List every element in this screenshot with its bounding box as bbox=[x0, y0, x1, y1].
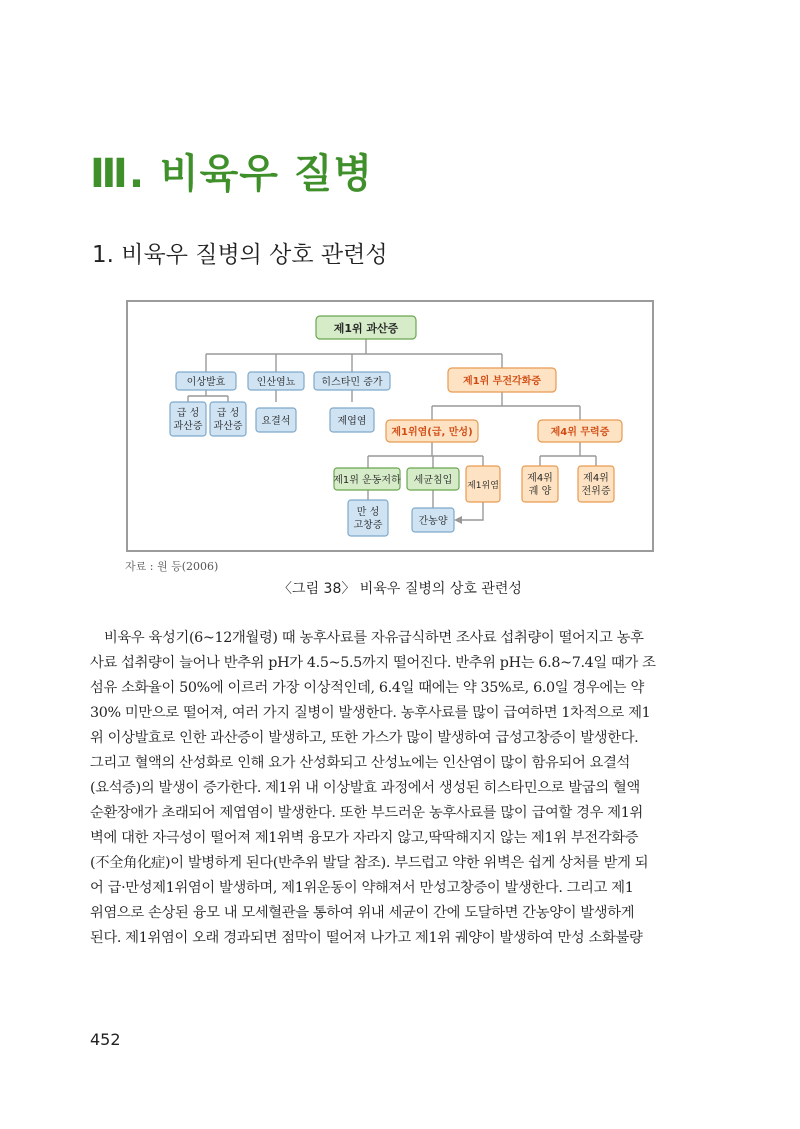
node-rumen-acidosis bbox=[316, 316, 416, 339]
figure-source: 자료 : 원 등(2006) bbox=[125, 560, 219, 573]
svg-text:전위증: 전위증 bbox=[581, 486, 611, 497]
node-rumen-hypomotility bbox=[333, 468, 401, 490]
body-paragraph bbox=[90, 626, 700, 951]
figure-caption: 〈그림 38〉 비육우 질병의 상호 관련성 bbox=[278, 581, 522, 597]
body-line: 30% 미만으로 떨어져, 여러 가지 질병이 발생한다. 농후사료를 많이 급여하면 1차적으로 제1 bbox=[90, 705, 651, 721]
svg-text:제1위염: 제1위염 bbox=[467, 481, 499, 491]
svg-text:간농양: 간농양 bbox=[418, 516, 448, 527]
body-line: (요석증)의 발생이 증가한다. 제1위 내 이상발효 과정에서 생성된 히스타민으로 발굽의 혈액 bbox=[90, 780, 640, 796]
body-line: 벽에 대한 자극성이 떨어져 제1위벽 융모가 자라지 않고,딱딱해지지 않는 제1위 부전각화증 bbox=[90, 830, 639, 846]
node-bacterial-invasion bbox=[407, 468, 459, 490]
svg-text:제엽염: 제엽염 bbox=[337, 416, 367, 427]
svg-text:제1위 과산증: 제1위 과산증 bbox=[333, 322, 399, 335]
node-liver-abscess bbox=[412, 508, 454, 532]
svg-text:요결석: 요결석 bbox=[261, 416, 291, 427]
node-phosphaturia bbox=[248, 372, 304, 390]
body-line: 섬유 소화율이 50%에 이르러 가장 이상적인데, 6.4일 때에는 약 35%로, 6.0일 경우에는 약 bbox=[90, 680, 644, 696]
node-rumen-parakeratosis bbox=[448, 368, 556, 392]
body-line: (不全角化症)이 발병하게 된다(반추위 발달 참조). 부드럽고 약한 위벽은 쉽게 상처를 받게 되 bbox=[90, 855, 649, 871]
svg-text:제1위염(급, 만성): 제1위염(급, 만성) bbox=[391, 427, 473, 438]
body-line: 비육우 육성기(6~12개월령) 때 농후사료를 자유급식하면 조사료 섭취량이 떨어지고 농후 bbox=[104, 630, 644, 646]
page-number: 452 bbox=[90, 1030, 121, 1049]
body-line: 그리고 혈액의 산성화로 인해 요가 산성화되고 산성뇨에는 인산염이 많이 함유되어 요결석 bbox=[90, 755, 630, 771]
figure-frame bbox=[126, 300, 654, 552]
svg-text:급 성: 급 성 bbox=[216, 408, 240, 419]
svg-text:인산염뇨: 인산염뇨 bbox=[256, 377, 296, 388]
node-acute-acidosis-2 bbox=[210, 402, 246, 436]
node-rumenitis bbox=[386, 420, 478, 442]
svg-text:고창증: 고창증 bbox=[353, 520, 383, 531]
disease-relationship-diagram bbox=[128, 302, 652, 550]
node-abomasal-displacement bbox=[578, 466, 614, 502]
svg-text:히스타민 증가: 히스타민 증가 bbox=[321, 377, 383, 388]
node-rumenitis-small bbox=[466, 466, 500, 502]
svg-text:만 성: 만 성 bbox=[356, 507, 380, 518]
svg-text:제1위 부전각화증: 제1위 부전각화증 bbox=[462, 376, 542, 387]
node-acute-acidosis-1 bbox=[170, 402, 206, 436]
node-abomasal-ulcer bbox=[522, 466, 558, 502]
svg-text:제1위 운동저하: 제1위 운동저하 bbox=[333, 475, 401, 486]
svg-text:제4위: 제4위 bbox=[527, 473, 553, 484]
body-line: 순환장애가 초래되어 제엽염이 발생한다. 또한 부드러운 농후사료를 많이 급여할 경우 제1위 bbox=[90, 805, 643, 821]
section-title: 1. 비육우 질병의 상호 관련성 bbox=[92, 242, 388, 268]
node-abnormal-fermentation bbox=[176, 372, 236, 390]
chapter-title: Ⅲ. 비육우 질병 bbox=[90, 151, 374, 197]
svg-text:이상발효: 이상발효 bbox=[186, 377, 226, 388]
body-line: 사료 섭취량이 늘어나 반추위 pH가 4.5~5.5까지 떨어진다. 반추위 pH는 6.8~7.4일 때가 조 bbox=[90, 655, 656, 671]
svg-text:급 성: 급 성 bbox=[176, 408, 200, 419]
svg-text:과산증: 과산증 bbox=[213, 421, 243, 432]
node-laminitis bbox=[330, 408, 374, 432]
svg-text:제4위: 제4위 bbox=[583, 473, 609, 484]
svg-text:과산증: 과산증 bbox=[173, 421, 203, 432]
svg-text:궤 양: 궤 양 bbox=[528, 486, 552, 497]
node-chronic-bloat bbox=[348, 500, 388, 536]
body-line: 위 이상발효로 인한 과산증이 발생하고, 또한 가스가 많이 발생하여 급성고창증이 발생한다. bbox=[90, 730, 639, 746]
body-line: 된다. 제1위염이 오래 경과되면 점막이 떨어져 나가고 제1위 궤양이 발생하여 만성 소화불량 bbox=[90, 930, 643, 946]
node-urolithiasis bbox=[256, 408, 296, 432]
svg-text:세균침입: 세균침입 bbox=[413, 475, 453, 486]
body-line: 위염으로 손상된 융모 내 모세혈관을 통하여 위내 세균이 간에 도달하면 간농양이 발생하게 bbox=[90, 905, 635, 921]
node-abomasal-atony bbox=[538, 420, 622, 442]
node-histamine-increase bbox=[314, 372, 390, 390]
body-line: 어 급·만성제1위염이 발생하며, 제1위운동이 약해져서 만성고창증이 발생한다. 그리고 제1 bbox=[90, 880, 634, 896]
svg-text:제4위 무력증: 제4위 무력증 bbox=[550, 427, 610, 438]
